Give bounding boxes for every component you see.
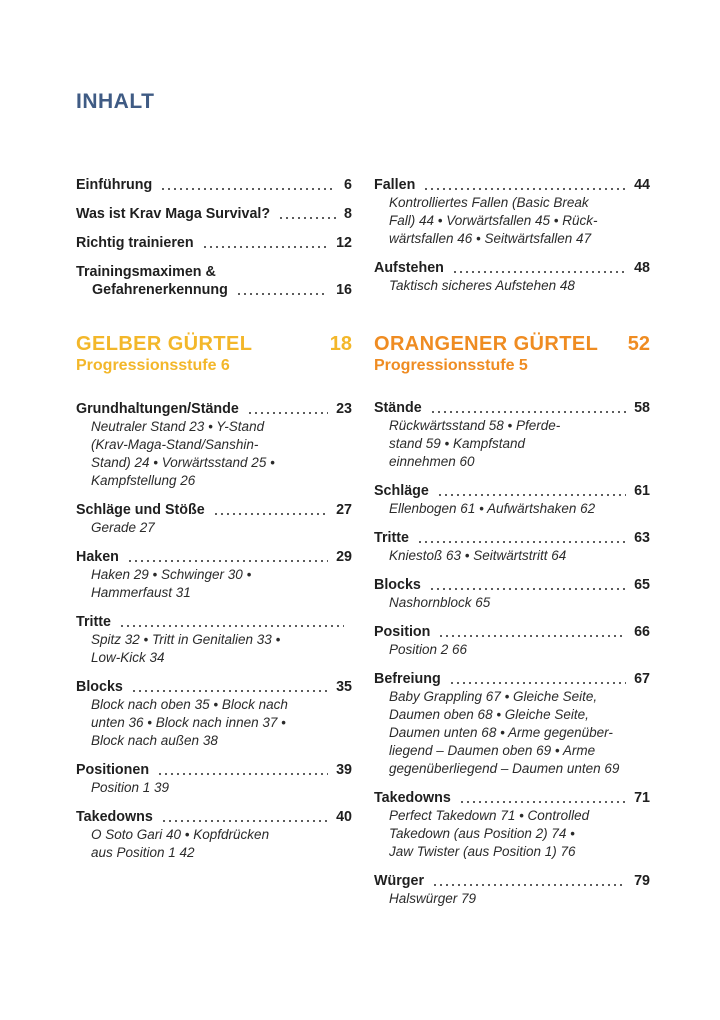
dot-leader — [236, 293, 328, 295]
entry-line — [76, 501, 352, 519]
entry-title-text: Richtig trainieren — [76, 235, 194, 251]
dot-leader — [202, 246, 329, 248]
dot-leader — [157, 773, 328, 775]
dot-leader — [430, 411, 626, 413]
entry-subtopics — [374, 547, 650, 565]
entry-title-line — [76, 263, 352, 281]
dot-leader — [429, 588, 626, 590]
entry-page-number: 23 — [336, 401, 352, 417]
entry-subtopics — [374, 594, 650, 612]
entry-line — [374, 670, 650, 688]
entry-title: Befreiung — [374, 671, 441, 687]
entry-line — [76, 548, 352, 566]
entry-line — [76, 205, 352, 223]
entry-page-number: 40 — [336, 809, 352, 825]
entry-subtopics — [374, 641, 650, 659]
entry-page-number: 79 — [634, 873, 650, 889]
orangener-entry-list — [374, 399, 650, 908]
subtopic-line: Block nach oben 35 • Block nach — [91, 697, 288, 712]
entry-page-number: 6 — [344, 177, 352, 193]
entry-subtopics — [374, 417, 650, 471]
entry-subtopics — [374, 500, 650, 518]
entry-title — [76, 281, 228, 299]
subtopic-line: unten 36 • Block nach innen 37 • — [91, 715, 286, 730]
entry-subtopics — [374, 890, 650, 908]
subtopic-line: Spitz 32 • Tritt in Genitalien 33 • — [91, 632, 281, 647]
subtopic-line: Low-Kick 34 — [91, 650, 165, 665]
subtopic-line: (Krav-Maga-Stand/Sanshin- — [91, 437, 259, 452]
dot-leader — [449, 682, 626, 684]
toc-entry[interactable] — [76, 263, 352, 299]
subtopic-line: Kampfstellung 26 — [91, 473, 196, 488]
toc-entry[interactable] — [374, 789, 650, 861]
dot-leader — [247, 412, 328, 414]
toc-entry[interactable] — [76, 548, 352, 602]
subtopic-line: Baby Grappling 67 • Gleiche Seite, — [389, 689, 598, 704]
entry-line — [374, 259, 650, 277]
subtopic-line: Halswürger 79 — [389, 891, 477, 906]
subtopic-line: Taktisch sicheres Aufstehen 48 — [389, 278, 575, 293]
subtopic-line: Takedown (aus Position 2) 74 • — [389, 826, 575, 841]
toc-entry[interactable] — [374, 482, 650, 518]
right-top-list — [374, 176, 650, 295]
entry-page-number: 63 — [634, 530, 650, 546]
subtopic-line: Jaw Twister (aus Position 1) 76 — [389, 844, 576, 859]
entry-subtopics — [374, 688, 650, 778]
entry-line — [76, 678, 352, 696]
toc-entry[interactable] — [374, 872, 650, 908]
subtopic-line: Daumen unten 68 • Arme gegenüber- — [389, 725, 613, 740]
gelber-entry-list — [76, 400, 352, 862]
entry-line — [374, 872, 650, 890]
subtopic-line: Fall) 44 • Vorwärtsfallen 45 • Rück- — [389, 213, 598, 228]
entry-title-text: Gefahrenerkennung — [92, 282, 228, 298]
subtopic-line: Gerade 27 — [91, 520, 155, 535]
subtopic-line: Stand) 24 • Vorwärtsstand 25 • — [91, 455, 275, 470]
entry-title: Tritte — [374, 530, 409, 546]
entry-title: Trainingsmaximen & — [76, 264, 216, 280]
entry-subtopics — [76, 519, 352, 537]
entry-title-text: Einführung — [76, 177, 153, 193]
entry-page-number: 65 — [634, 577, 650, 593]
dot-leader — [417, 541, 626, 543]
subtopic-line: Perfect Takedown 71 • Controlled — [389, 808, 590, 823]
entry-page-number: 29 — [336, 549, 352, 565]
subtopic-line: Daumen oben 68 • Gleiche Seite, — [389, 707, 589, 722]
toc-entry[interactable] — [76, 205, 352, 223]
entry-page-number: 48 — [634, 260, 650, 276]
toc-entry[interactable] — [76, 234, 352, 252]
toc-entry[interactable] — [76, 613, 352, 667]
entry-line — [374, 529, 650, 547]
entry-title — [76, 176, 152, 194]
entry-title — [76, 234, 194, 252]
entry-title: Schläge und Stöße — [76, 502, 205, 518]
dot-leader — [213, 513, 328, 515]
entry-line — [76, 808, 352, 826]
dot-leader — [160, 188, 336, 190]
section-title: GELBER GÜRTEL — [76, 333, 253, 355]
entry-subtopics — [76, 631, 352, 667]
entry-page-number: 44 — [634, 177, 650, 193]
entry-title: Position — [374, 624, 431, 640]
subtopic-line: einnehmen 60 — [389, 454, 475, 469]
entry-title: Blocks — [374, 577, 421, 593]
subtopic-line: Neutraler Stand 23 • Y-Stand — [91, 419, 265, 434]
entry-line — [374, 482, 650, 500]
entry-line — [374, 623, 650, 641]
toc-entry[interactable] — [374, 623, 650, 659]
entry-title: Stände — [374, 400, 422, 416]
subtopic-line: O Soto Gari 40 • Kopfdrücken — [91, 827, 270, 842]
entry-line — [76, 400, 352, 418]
section-orangener-guertel — [374, 333, 650, 375]
section-subtitle: Progressionsstufe 5 — [374, 357, 528, 374]
entry-subtopics — [374, 277, 650, 295]
dot-leader — [131, 690, 328, 692]
subtopic-line: wärtsfallen 46 • Seitwärtsfallen 47 — [389, 231, 592, 246]
toc-entry[interactable] — [374, 670, 650, 778]
entry-title: Grundhaltungen/Stände — [76, 401, 239, 417]
section-subtitle: Progressionsstufe 6 — [76, 357, 230, 374]
entry-page-number: 71 — [634, 790, 650, 806]
toc-entry[interactable] — [374, 576, 650, 612]
intro-list — [76, 176, 352, 299]
toc-entry[interactable] — [76, 678, 352, 750]
entry-title — [76, 205, 270, 223]
toc-entry[interactable] — [76, 761, 352, 797]
page-title: INHALT — [76, 90, 155, 113]
entry-line — [374, 789, 650, 807]
entry-title: Takedowns — [76, 809, 153, 825]
section-gelber-guertel — [76, 333, 352, 375]
entry-page-number: 16 — [336, 282, 352, 298]
subtopic-line: Position 2 66 — [389, 642, 468, 657]
entry-page-number: 58 — [634, 400, 650, 416]
subtopic-line: aus Position 1 42 — [91, 845, 195, 860]
subtopic-line: Haken 29 • Schwinger 30 • — [91, 567, 252, 582]
entry-title: Würger — [374, 873, 425, 889]
toc-entry[interactable] — [76, 176, 352, 194]
subtopic-line: liegend – Daumen oben 69 • Arme — [389, 743, 596, 758]
toc-entry[interactable] — [374, 176, 650, 248]
entry-line — [374, 399, 650, 417]
subtopic-line: Block nach außen 38 — [91, 733, 218, 748]
subtopic-line: Kniestoß 63 • Seitwärtstritt 64 — [389, 548, 567, 563]
entry-line — [76, 613, 352, 631]
subtopic-line: Hammerfaust 31 — [91, 585, 191, 600]
toc-entry[interactable] — [76, 400, 352, 490]
entry-subtopics — [76, 566, 352, 602]
dot-leader — [423, 188, 626, 190]
entry-line — [76, 234, 352, 252]
entry-subtopics — [76, 826, 352, 862]
entry-title: Positionen — [76, 762, 150, 778]
entry-page-number: 67 — [634, 671, 650, 687]
entry-title-text: Was ist Krav Maga Survival? — [76, 206, 271, 222]
toc-entry[interactable] — [374, 529, 650, 565]
dot-leader — [437, 494, 626, 496]
dot-leader — [119, 625, 344, 627]
entry-line — [76, 761, 352, 779]
toc-left-column — [76, 176, 352, 873]
entry-page-number: 8 — [344, 206, 352, 222]
subtopic-line: Position 1 39 — [91, 780, 170, 795]
entry-title: Schläge — [374, 483, 429, 499]
dot-leader — [127, 560, 328, 562]
entry-title: Aufstehen — [374, 260, 444, 276]
entry-line — [76, 176, 352, 194]
entry-page-number: 27 — [336, 502, 352, 518]
subtopic-line: Nashornblock 65 — [389, 595, 491, 610]
toc-entry[interactable] — [374, 399, 650, 471]
subtopic-line: Kontrolliertes Fallen (Basic Break — [389, 195, 589, 210]
entry-title: Tritte — [76, 614, 111, 630]
dot-leader — [432, 884, 626, 886]
subtopic-line: stand 59 • Kampfstand — [389, 436, 526, 451]
dot-leader — [278, 217, 336, 219]
entry-title: Fallen — [374, 177, 416, 193]
entry-title: Haken — [76, 549, 119, 565]
subtopic-line: Rückwärtsstand 58 • Pferde- — [389, 418, 561, 433]
entry-subtopics — [76, 779, 352, 797]
entry-page-number: 12 — [336, 235, 352, 251]
dot-leader — [161, 820, 328, 822]
toc-right-column — [374, 176, 650, 919]
toc-entry[interactable] — [76, 501, 352, 537]
toc-entry[interactable] — [76, 808, 352, 862]
dot-leader — [459, 801, 626, 803]
entry-subtopics — [374, 807, 650, 861]
subtopic-line: Ellenbogen 61 • Aufwärtshaken 62 — [389, 501, 596, 516]
entry-page-number: 66 — [634, 624, 650, 640]
toc-entry[interactable] — [374, 259, 650, 295]
entry-page-number: 39 — [336, 762, 352, 778]
entry-line — [374, 576, 650, 594]
entry-subtopics — [374, 194, 650, 248]
entry-subtopics — [76, 696, 352, 750]
dot-leader — [452, 271, 626, 273]
subtopic-line: gegenüberliegend – Daumen unten 69 — [389, 761, 620, 776]
section-page-number: 52 — [627, 333, 650, 355]
entry-line — [76, 281, 352, 299]
entry-page-number: 35 — [336, 679, 352, 695]
entry-title: Blocks — [76, 679, 123, 695]
dot-leader — [438, 635, 626, 637]
entry-line — [374, 176, 650, 194]
entry-page-number: 61 — [634, 483, 650, 499]
entry-subtopics — [76, 418, 352, 490]
section-title: ORANGENER GÜRTEL — [374, 333, 599, 355]
entry-title: Takedowns — [374, 790, 451, 806]
section-page-number: 18 — [329, 333, 352, 355]
